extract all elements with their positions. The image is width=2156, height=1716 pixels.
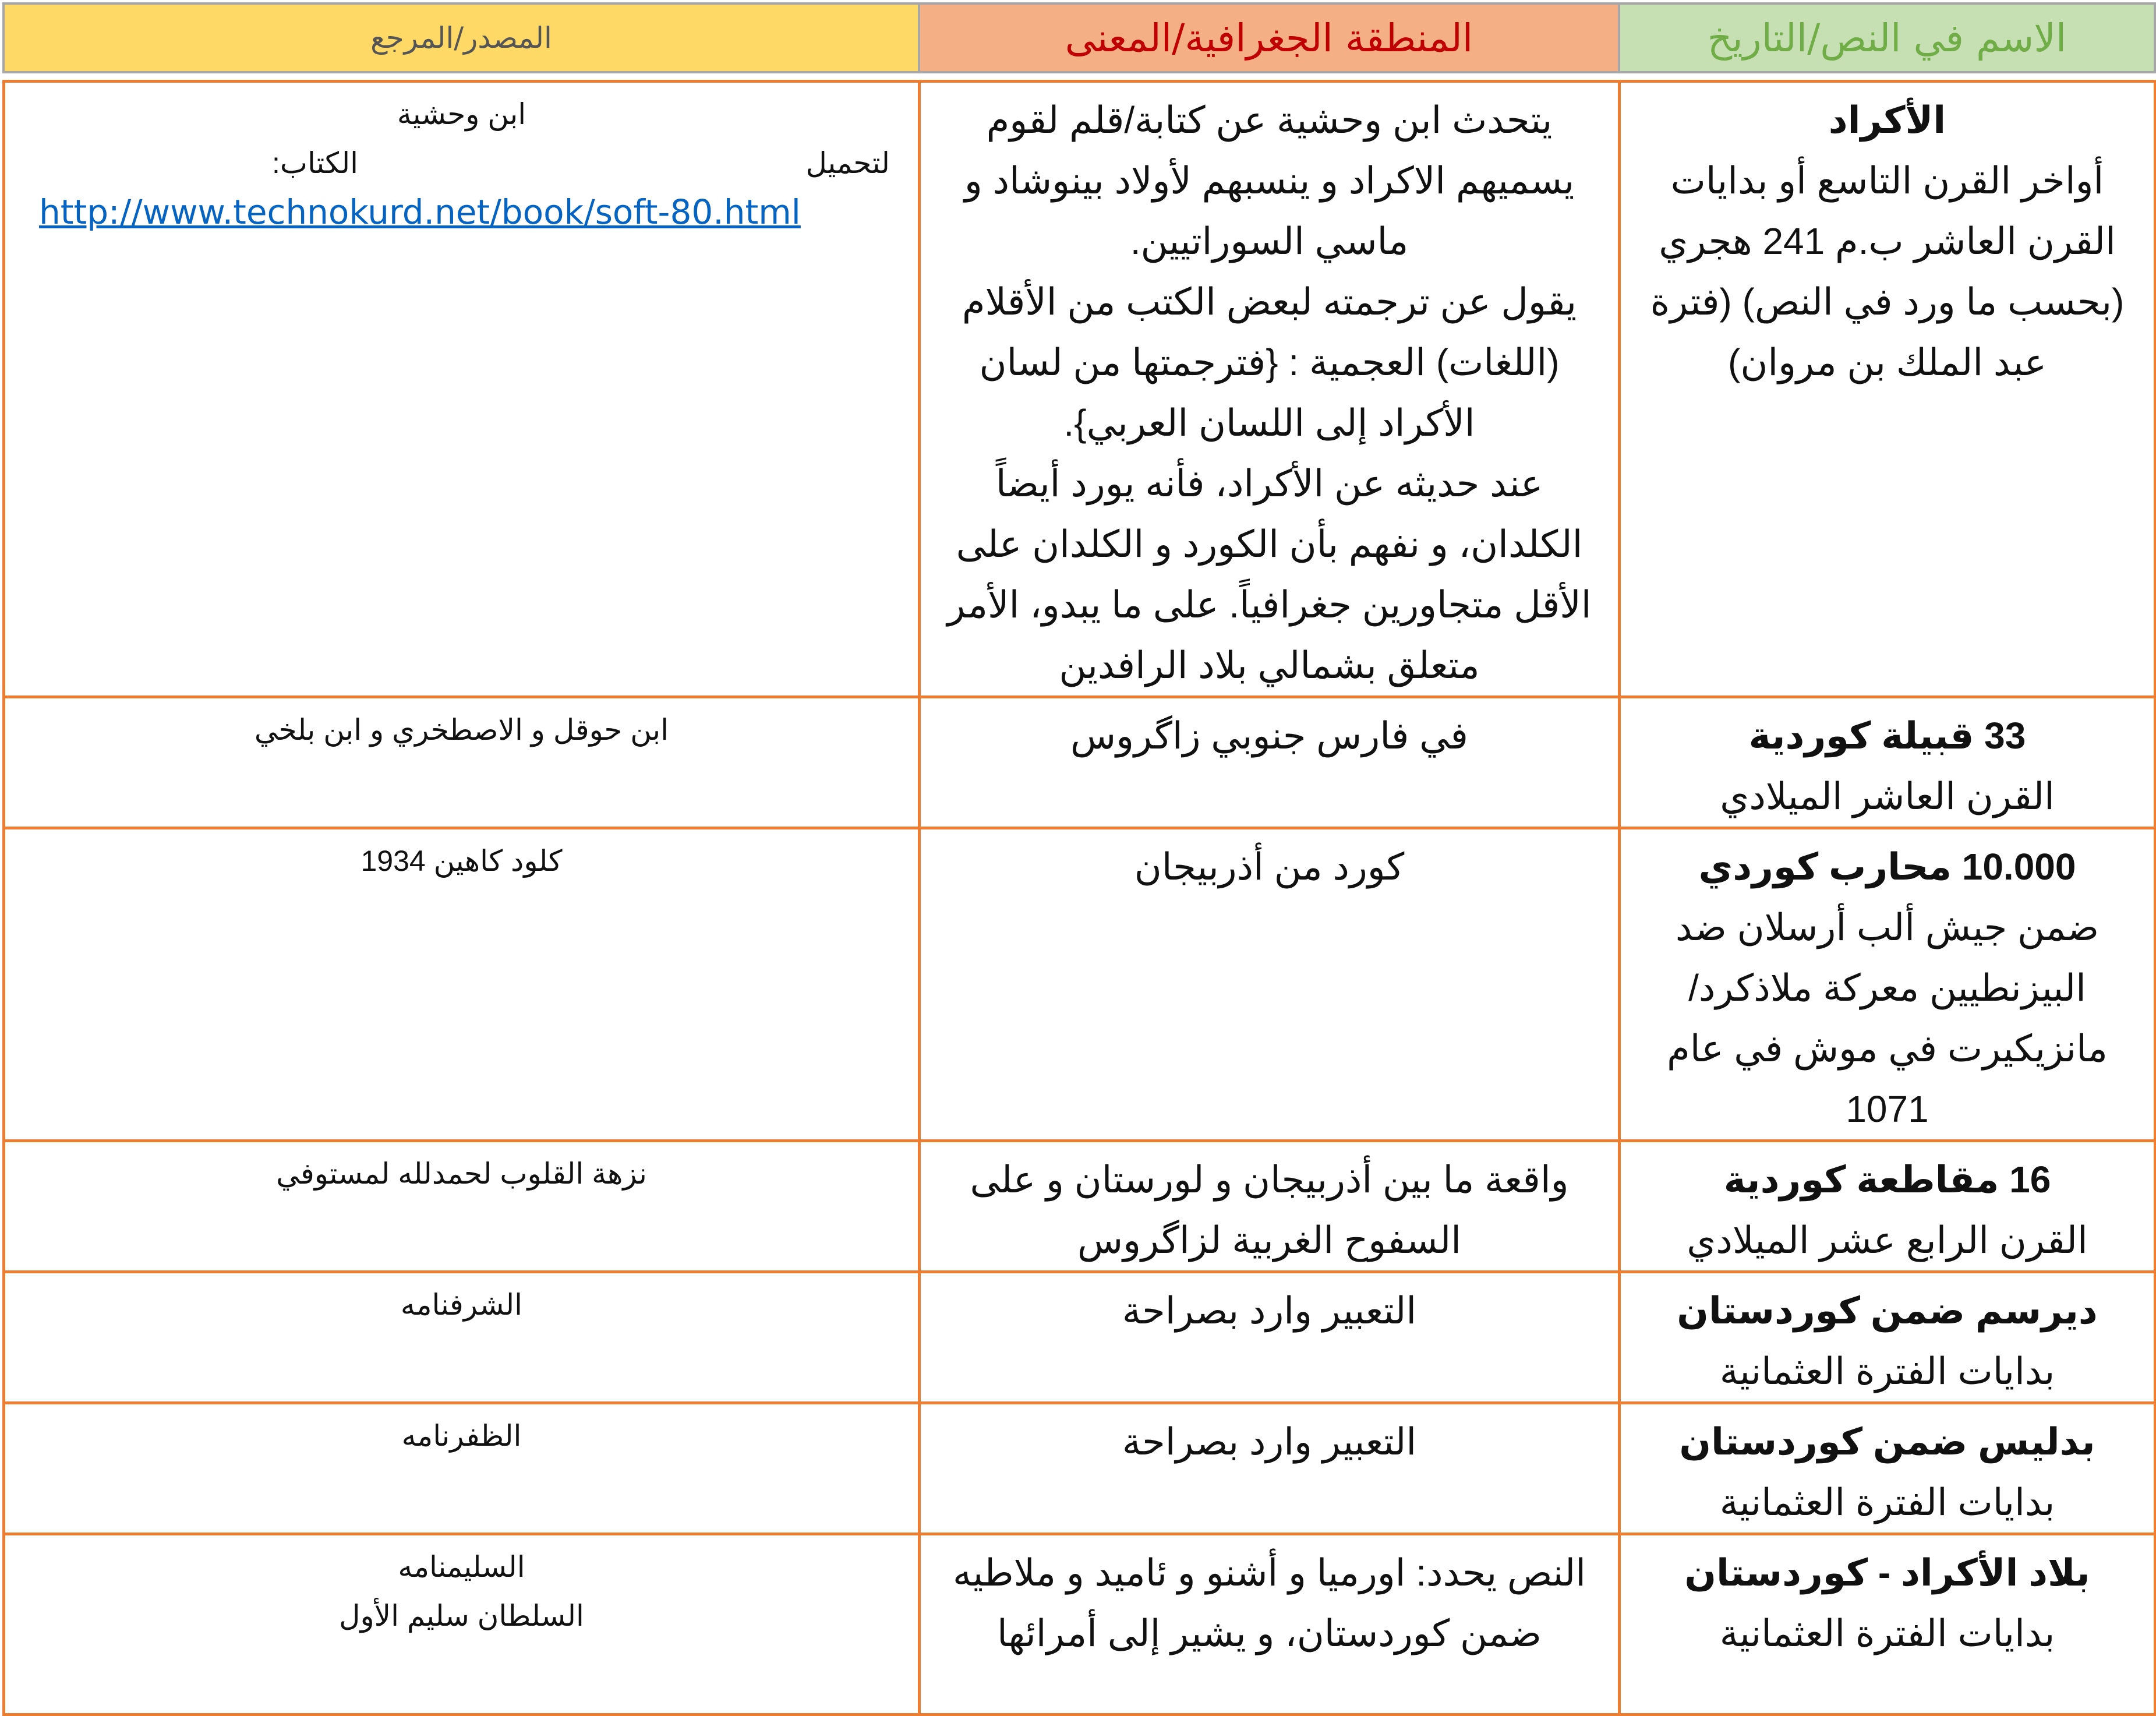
region-text: التعبير وارد بصراحة bbox=[1122, 1290, 1417, 1332]
source-cell bbox=[4, 1534, 920, 1715]
region-text: التعبير وارد بصراحة bbox=[1122, 1421, 1417, 1463]
region-text: في فارس جنوبي زاگروس bbox=[1070, 715, 1468, 757]
region-cell bbox=[920, 697, 1620, 828]
source-cell bbox=[4, 828, 920, 1141]
source-text: الظفرنامه bbox=[401, 1420, 522, 1452]
source-text: ابن وحشية bbox=[397, 98, 526, 130]
region-text: كورد من أذربيجان bbox=[1134, 846, 1405, 888]
source-text: كلود كاهين 1934 bbox=[360, 845, 563, 877]
source-cell bbox=[4, 697, 920, 828]
source-cell bbox=[4, 1403, 920, 1534]
source-text: السليمنامه السلطان سليم الأول bbox=[339, 1551, 584, 1632]
header-row bbox=[3, 3, 2155, 72]
table-row bbox=[4, 1534, 2155, 1715]
name-sub: القرن الرابع عشر الميلادي bbox=[1687, 1219, 2088, 1261]
table-row bbox=[4, 1141, 2155, 1272]
region-cell bbox=[920, 82, 1620, 697]
table-row bbox=[4, 828, 2155, 1141]
name-cell bbox=[1620, 1534, 2155, 1715]
name-title: بلاد الأكراد - كوردستان bbox=[1684, 1552, 2090, 1594]
name-title: ديرسم ضمن كوردستان bbox=[1677, 1290, 2098, 1332]
region-cell bbox=[920, 1534, 1620, 1715]
download-line bbox=[16, 139, 907, 188]
region-cell bbox=[920, 1272, 1620, 1403]
download-label: لتحميل bbox=[805, 147, 890, 179]
name-title: الأكراد bbox=[1828, 99, 1946, 141]
name-sub: بدايات الفترة العثمانية bbox=[1719, 1350, 2055, 1392]
region-cell bbox=[920, 1141, 1620, 1272]
source-text: ابن حوقل و الاصطخري و ابن بلخي bbox=[254, 714, 669, 746]
name-cell bbox=[1620, 1272, 2155, 1403]
header-name: الاسم في النص/التاريخ bbox=[1619, 3, 2155, 72]
region-cell bbox=[920, 828, 1620, 1141]
name-cell bbox=[1620, 828, 2155, 1141]
table-row bbox=[4, 82, 2155, 697]
source-cell bbox=[4, 82, 920, 697]
table-row bbox=[4, 1403, 2155, 1534]
name-cell bbox=[1620, 1141, 2155, 1272]
name-sub: القرن العاشر الميلادي bbox=[1720, 775, 2055, 817]
name-cell bbox=[1620, 1403, 2155, 1534]
header-region: المنطقة الجغرافية/المعنى bbox=[919, 3, 1619, 72]
region-text: النص يحدد: اورميا و أشنو و ئاميد و ملاطيه ضمن كوردستان، و يشير إلى أمرائها bbox=[953, 1552, 1586, 1654]
name-sub: بدايات الفترة العثمانية bbox=[1719, 1612, 2055, 1654]
name-sub: أواخر القرن التاسع أو بدايات القرن العاشر ب.م 241 هجري (بحسب ما ورد في النص) (فترة عبد الملك بن مروان) bbox=[1650, 160, 2125, 383]
name-cell bbox=[1620, 82, 2155, 697]
name-sub: بدايات الفترة العثمانية bbox=[1719, 1481, 2055, 1523]
region-cell bbox=[920, 1403, 1620, 1534]
table-row bbox=[4, 697, 2155, 828]
source-cell bbox=[4, 1141, 920, 1272]
region-text: واقعة ما بين أذربيجان و لورستان و على السفوح الغربية لزاگروس bbox=[970, 1159, 1569, 1261]
name-title: 33 قبيلة كوردية bbox=[1748, 715, 2026, 757]
book-download-link[interactable]: http://www.technokurd.net/book/soft-80.html bbox=[39, 192, 801, 232]
source-cell bbox=[4, 1272, 920, 1403]
name-title: 16 مقاطعة كوردية bbox=[1723, 1159, 2051, 1201]
book-label: الكتاب: bbox=[272, 147, 359, 179]
source-text: الشرفنامه bbox=[400, 1288, 523, 1321]
header-source: المصدر/المرجع bbox=[3, 3, 919, 72]
name-title: بدليس ضمن كوردستان bbox=[1679, 1421, 2095, 1463]
table-row bbox=[4, 1272, 2155, 1403]
name-cell bbox=[1620, 697, 2155, 828]
region-text: يتحدث ابن وحشية عن كتابة/قلم لقوم يسميهم الاكراد و ينسبهم لأولاد بينوشاد و ماسي السوراتيين. يقول عن ترجمته لبعض الكتب من الأقلام (اللغات) العجمية : {فترجمتها من لسان الأكراد إلى اللسان العربي}. عند حديثه عن الأكراد، فأنه يورد أيضاً الكلدان، و نفهم بأن الكورد و الكلدان على الأقل متجاورين جغرافياً. على ما يبدو، الأمر متعلق بشمالي بلاد الرافدين bbox=[947, 99, 1592, 686]
source-text: نزهة القلوب لحمدلله لمستوفي bbox=[276, 1157, 647, 1190]
header-table bbox=[2, 2, 2156, 73]
name-sub: ضمن جيش ألب أرسلان ضد البيزنطيين معركة ملاذكرد/ مانزيكيرت في موش في عام 1071 bbox=[1667, 906, 2108, 1130]
data-table bbox=[2, 80, 2156, 1716]
name-title: 10.000 محارب كوردي bbox=[1698, 846, 2076, 888]
